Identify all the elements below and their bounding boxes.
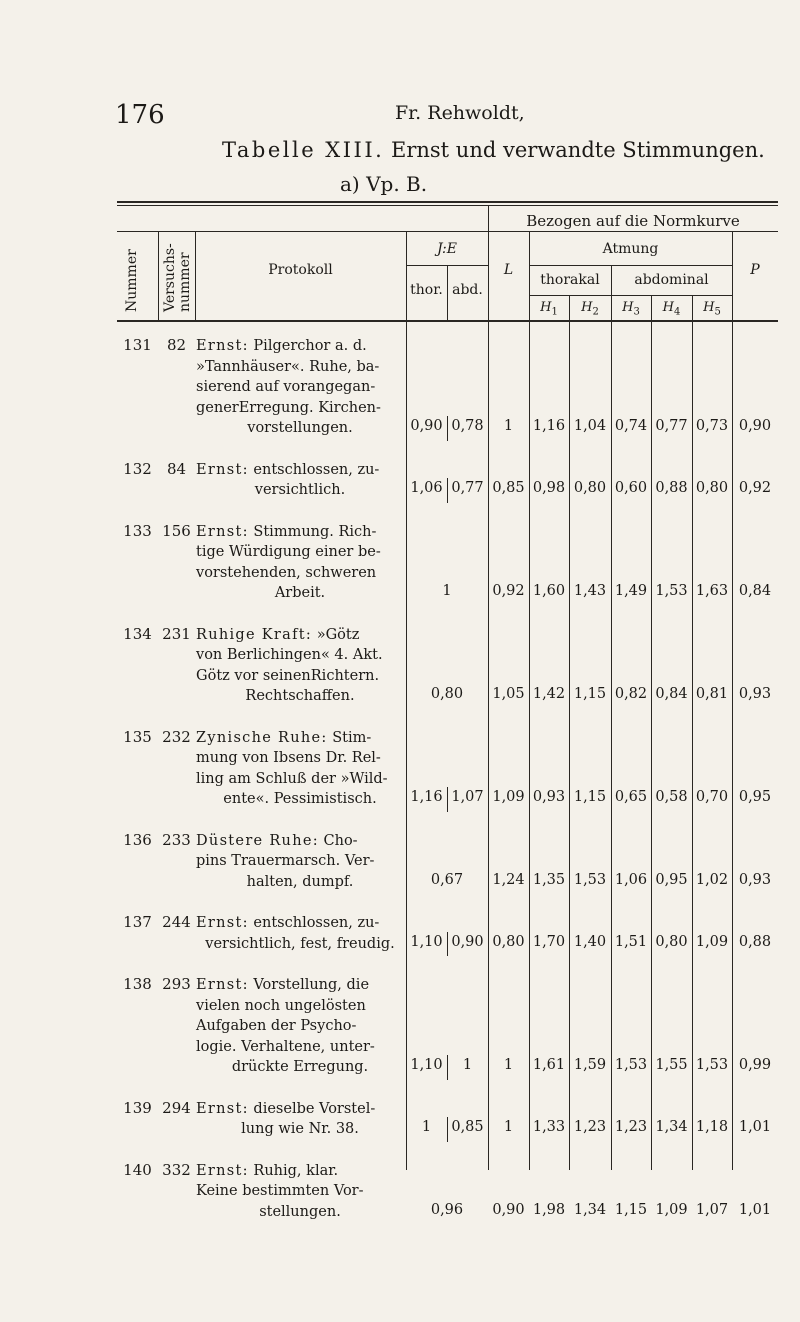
table-subtitle: a) Vp. B. xyxy=(340,172,428,196)
row-H1: 1,98 xyxy=(532,1201,566,1218)
protokoll-header: Protokoll xyxy=(268,262,333,278)
protokoll-line xyxy=(196,625,404,646)
protokoll-text: Stimmung. Rich- xyxy=(253,523,377,540)
protokoll-lead: Ernst: xyxy=(196,523,249,540)
row-nummer: 136 xyxy=(123,830,152,849)
row-nummer: 134 xyxy=(123,624,152,643)
row-protokoll xyxy=(196,831,404,893)
row-je-merged: 0,96 xyxy=(430,1201,464,1218)
header-bottom-rule xyxy=(117,320,778,322)
body-vline xyxy=(732,322,733,1170)
row-P: 0,90 xyxy=(738,418,772,434)
atmung-header: Atmung xyxy=(602,241,659,257)
row-H2: 1,53 xyxy=(573,871,607,888)
row-je-abd: 1,07 xyxy=(451,789,484,805)
protokoll-lead: Ernst: xyxy=(196,977,249,993)
row-protokoll xyxy=(196,522,404,604)
row-H1: 1,16 xyxy=(532,418,566,434)
row-je-abd: 0,78 xyxy=(451,418,484,434)
row-je-abd: 1 xyxy=(462,1057,473,1073)
h-header-H2 xyxy=(569,300,611,318)
h-header-H4 xyxy=(651,300,692,318)
row-H1: 1,70 xyxy=(532,933,566,950)
protokoll-last-line: lung wie Nr. 38. xyxy=(241,1121,359,1137)
row-P: 0,93 xyxy=(738,686,772,702)
row-H5: 1,07 xyxy=(695,1201,729,1218)
protokoll-last-line: versichtlich. xyxy=(254,482,346,498)
row-versuchsnummer: 293 xyxy=(162,975,191,993)
row-versuchsnummer: 232 xyxy=(162,727,191,746)
row-H1: 1,61 xyxy=(532,1057,566,1073)
group-header: Bezogen auf die Normkurve xyxy=(526,212,740,230)
row-H1: 1,33 xyxy=(532,1119,566,1135)
row-protokoll xyxy=(196,913,404,954)
protokoll-line xyxy=(196,831,404,852)
row-protokoll xyxy=(196,1099,404,1140)
protokoll-text: Pilgerchor a. d. xyxy=(253,338,367,354)
row-protokoll xyxy=(196,975,404,1078)
row-je-thor: 1,10 xyxy=(410,1057,443,1073)
protokoll-line xyxy=(196,460,404,481)
row-nummer: 135 xyxy=(123,727,152,746)
row-P: 0,93 xyxy=(738,871,772,888)
row-L: 0,80 xyxy=(492,933,525,950)
row-H4: 0,95 xyxy=(655,871,688,888)
h-header-index: 2 xyxy=(592,306,599,318)
row-je-thor: 1,16 xyxy=(410,789,443,805)
row-protokoll xyxy=(196,728,404,810)
row-P: 0,84 xyxy=(738,583,772,599)
atmung-sub-rule xyxy=(529,265,732,266)
row-H4: 1,55 xyxy=(655,1057,688,1073)
row-je-merged: 0,67 xyxy=(430,871,464,888)
body-vline xyxy=(692,322,693,1170)
protokoll-text: entschlossen, zu- xyxy=(253,915,380,931)
je-header: J:E xyxy=(437,241,457,257)
row-H1: 1,42 xyxy=(532,686,566,702)
row-H5: 1,53 xyxy=(695,1057,729,1073)
row-L: 1,05 xyxy=(492,686,525,702)
protokoll-line: mung von Ibsens Dr. Rel- xyxy=(196,750,381,766)
protokoll-line: ling am Schluß der »Wild- xyxy=(196,770,388,787)
row-P: 0,99 xyxy=(738,1057,772,1073)
row-L: 0,85 xyxy=(492,480,525,496)
protokoll-last-line: versichtlich, fest, freudig. xyxy=(205,935,395,952)
protokoll-last-line: stellungen. xyxy=(259,1203,341,1220)
table-title xyxy=(222,138,765,162)
row-H5: 0,70 xyxy=(695,789,729,805)
protokoll-text: entschlossen, zu- xyxy=(253,461,380,478)
protokoll-line xyxy=(196,975,404,996)
protokoll-lead: Ernst: xyxy=(196,461,249,478)
protokoll-text: Vorstellung, die xyxy=(253,977,370,993)
protokoll-lead: Ernst: xyxy=(196,338,249,354)
protokoll-line: pins Trauermarsch. Ver- xyxy=(196,853,375,869)
table-title-text: Ernst und verwandte Stimmungen. xyxy=(391,138,765,162)
row-H3: 1,15 xyxy=(614,1201,648,1218)
row-H5: 1,18 xyxy=(695,1119,729,1135)
row-protokoll xyxy=(196,625,404,707)
protokoll-line: vorstehenden, schweren xyxy=(196,564,377,581)
h-header-H1 xyxy=(529,300,569,318)
row-H2: 1,15 xyxy=(573,789,607,805)
row-H5: 0,80 xyxy=(695,480,729,496)
protokoll-last-line: Arbeit. xyxy=(274,585,326,601)
row-H1: 0,93 xyxy=(532,789,566,805)
protokoll-lead: Ruhige Kraft: xyxy=(196,626,313,643)
row-L: 1,09 xyxy=(492,789,525,805)
je-row-divider xyxy=(447,478,448,503)
protokoll-line xyxy=(196,728,404,749)
protokoll-line: »Tannhäuser«. Ruhe, ba- xyxy=(196,358,380,375)
row-nummer: 131 xyxy=(123,336,152,354)
row-H2: 0,80 xyxy=(573,480,607,496)
row-protokoll xyxy=(196,460,404,501)
abd-header: abd. xyxy=(452,282,483,298)
row-P: 0,92 xyxy=(738,480,772,496)
h-header-index: 4 xyxy=(673,306,681,318)
row-je-merged: 1 xyxy=(442,583,452,599)
running-head: Fr. Rehwoldt, xyxy=(395,102,525,124)
row-H2: 1,04 xyxy=(573,418,607,434)
row-H3: 1,51 xyxy=(614,933,648,950)
row-nummer: 133 xyxy=(123,521,152,540)
row-H4: 0,88 xyxy=(655,480,688,496)
h-header-letter: H xyxy=(662,300,674,315)
row-H3: 0,65 xyxy=(614,789,648,805)
row-H3: 1,53 xyxy=(614,1057,648,1073)
row-H2: 1,40 xyxy=(573,933,607,950)
thor-header: thor. xyxy=(410,282,443,298)
row-je-thor: 0,90 xyxy=(410,418,443,434)
row-H5: 0,73 xyxy=(695,418,729,434)
row-H1: 1,60 xyxy=(532,583,566,599)
h-sub-rule xyxy=(529,295,732,296)
header-vline xyxy=(158,231,159,320)
row-je-abd: 0,90 xyxy=(451,933,484,950)
versuchsnummer-header-1: Versuchs- xyxy=(162,243,178,312)
protokoll-line: tige Würdigung einer be- xyxy=(196,544,381,560)
L-header: L xyxy=(503,262,514,278)
row-versuchsnummer: 233 xyxy=(162,830,191,849)
group-header-rule xyxy=(117,231,778,232)
h-header-index: 3 xyxy=(633,306,640,318)
row-H2: 1,15 xyxy=(573,686,607,702)
je-row-divider xyxy=(447,1117,448,1142)
protokoll-last-line: drückte Erregung. xyxy=(231,1059,369,1075)
row-H4: 1,34 xyxy=(655,1119,688,1135)
protokoll-line: generErregung. Kirchen- xyxy=(196,399,381,416)
h-header-H5 xyxy=(692,300,732,318)
versuchsnummer-header-2: nummer xyxy=(177,252,193,312)
protokoll-lead: Zynische Ruhe: xyxy=(196,729,328,746)
protokoll-line xyxy=(196,1099,404,1120)
protokoll-text: Ruhig, klar. xyxy=(253,1162,339,1179)
row-H4: 1,09 xyxy=(655,1201,688,1218)
row-nummer: 137 xyxy=(123,913,152,931)
protokoll-last-line: vorstellungen. xyxy=(247,420,353,436)
row-H1: 1,35 xyxy=(532,871,566,888)
row-H3: 0,74 xyxy=(614,418,648,434)
protokoll-line: Götz vor seinenRichtern. xyxy=(196,667,380,684)
protokoll-lead: Ernst: xyxy=(196,1162,249,1179)
protokoll-line xyxy=(196,1161,404,1182)
row-L: 1 xyxy=(503,1057,514,1073)
row-L: 0,90 xyxy=(492,1201,525,1218)
row-nummer: 138 xyxy=(123,975,152,993)
row-versuchsnummer: 332 xyxy=(162,1160,191,1179)
row-H4: 1,53 xyxy=(655,583,688,599)
row-versuchsnummer: 294 xyxy=(162,1098,191,1117)
row-H3: 1,49 xyxy=(614,583,648,599)
table-top-rule-2 xyxy=(117,205,778,206)
row-P: 0,95 xyxy=(738,789,772,805)
body-vline xyxy=(529,322,530,1170)
P-header: P xyxy=(750,262,760,278)
nummer-header: Nummer xyxy=(124,249,140,312)
h-header-H3 xyxy=(611,300,651,318)
body-vline xyxy=(488,322,489,1170)
row-nummer: 140 xyxy=(123,1160,152,1179)
row-H5: 1,09 xyxy=(695,933,729,950)
body-vline xyxy=(406,322,407,1170)
je-row-divider xyxy=(447,932,448,957)
protokoll-text: Cho- xyxy=(323,832,358,849)
protokoll-line xyxy=(196,522,404,543)
row-H4: 0,84 xyxy=(655,686,688,702)
protokoll-line: sierend auf vorangegan- xyxy=(196,379,376,395)
row-L: 0,92 xyxy=(492,583,525,599)
row-H2: 1,59 xyxy=(573,1057,607,1073)
row-H4: 0,77 xyxy=(655,418,688,434)
protokoll-line xyxy=(196,913,404,934)
row-H5: 0,81 xyxy=(695,686,729,702)
protokoll-text: Stim- xyxy=(332,729,372,746)
body-vline xyxy=(611,322,612,1170)
row-versuchsnummer: 231 xyxy=(162,624,191,643)
row-je-thor: 1,06 xyxy=(410,480,443,496)
row-H3: 0,82 xyxy=(614,686,648,702)
protokoll-line: Aufgaben der Psycho- xyxy=(196,1018,357,1034)
row-je-merged: 0,80 xyxy=(430,686,464,702)
je-row-divider xyxy=(447,416,448,441)
row-H3: 0,60 xyxy=(614,480,648,496)
h-header-index: 1 xyxy=(551,306,558,318)
table-top-rule xyxy=(117,201,778,203)
row-H4: 0,58 xyxy=(655,789,688,805)
row-H2: 1,23 xyxy=(573,1119,607,1135)
row-P: 1,01 xyxy=(738,1119,772,1135)
row-versuchsnummer: 84 xyxy=(166,459,187,478)
protokoll-text: »Götz xyxy=(316,626,360,643)
row-je-abd: 0,77 xyxy=(451,480,484,496)
body-vline xyxy=(569,322,570,1170)
protokoll-line: von Berlichingen« 4. Akt. xyxy=(196,647,383,663)
protokoll-line: vielen noch ungelösten xyxy=(196,997,366,1014)
protokoll-lead: Ernst: xyxy=(196,1100,249,1117)
protokoll-last-line: Rechtschaffen. xyxy=(245,688,355,704)
row-versuchsnummer: 244 xyxy=(162,913,191,931)
h-header-letter: H xyxy=(581,300,593,315)
row-nummer: 139 xyxy=(123,1098,152,1117)
row-H4: 0,80 xyxy=(655,933,688,950)
thorakal-header: thorakal xyxy=(540,272,600,288)
protokoll-last-line: ente«. Pessimistisch. xyxy=(223,791,377,807)
row-H2: 1,43 xyxy=(573,583,607,599)
row-je-thor: 1 xyxy=(421,1119,432,1135)
row-H3: 1,23 xyxy=(614,1119,648,1135)
row-P: 0,88 xyxy=(738,933,772,950)
protokoll-text: dieselbe Vorstel- xyxy=(253,1100,376,1117)
row-L: 1 xyxy=(503,418,514,434)
row-H1: 0,98 xyxy=(532,480,566,496)
row-nummer: 132 xyxy=(123,459,152,478)
row-L: 1 xyxy=(503,1119,514,1135)
row-H5: 1,02 xyxy=(695,871,729,888)
row-versuchsnummer: 156 xyxy=(162,521,191,540)
row-H2: 1,34 xyxy=(573,1201,607,1218)
row-P: 1,01 xyxy=(738,1201,772,1218)
row-je-thor: 1,10 xyxy=(410,933,443,950)
protokoll-lead: Düstere Ruhe: xyxy=(196,832,319,849)
protokoll-line: logie. Verhaltene, unter- xyxy=(196,1038,375,1055)
je-row-divider xyxy=(447,787,448,812)
row-protokoll xyxy=(196,336,404,439)
row-H3: 1,06 xyxy=(614,871,648,888)
h-header-index: 5 xyxy=(714,306,721,318)
je-row-divider xyxy=(447,1055,448,1080)
abdominal-header: abdominal xyxy=(634,272,709,288)
row-H5: 1,63 xyxy=(695,583,729,599)
h-header-letter: H xyxy=(703,300,715,315)
h-header-letter: H xyxy=(622,300,634,315)
protokoll-line: Keine bestimmten Vor- xyxy=(196,1183,364,1199)
row-versuchsnummer: 82 xyxy=(166,336,187,354)
h-header-letter: H xyxy=(540,300,552,315)
protokoll-last-line: halten, dumpf. xyxy=(246,873,354,890)
body-vline xyxy=(651,322,652,1170)
protokoll-line xyxy=(196,336,404,357)
row-je-abd: 0,85 xyxy=(451,1119,484,1135)
table-title-label: Tabelle XIII. xyxy=(222,138,385,162)
page-number: 176 xyxy=(115,100,165,130)
protokoll-lead: Ernst: xyxy=(196,915,249,931)
row-protokoll xyxy=(196,1161,404,1223)
row-L: 1,24 xyxy=(492,871,525,888)
